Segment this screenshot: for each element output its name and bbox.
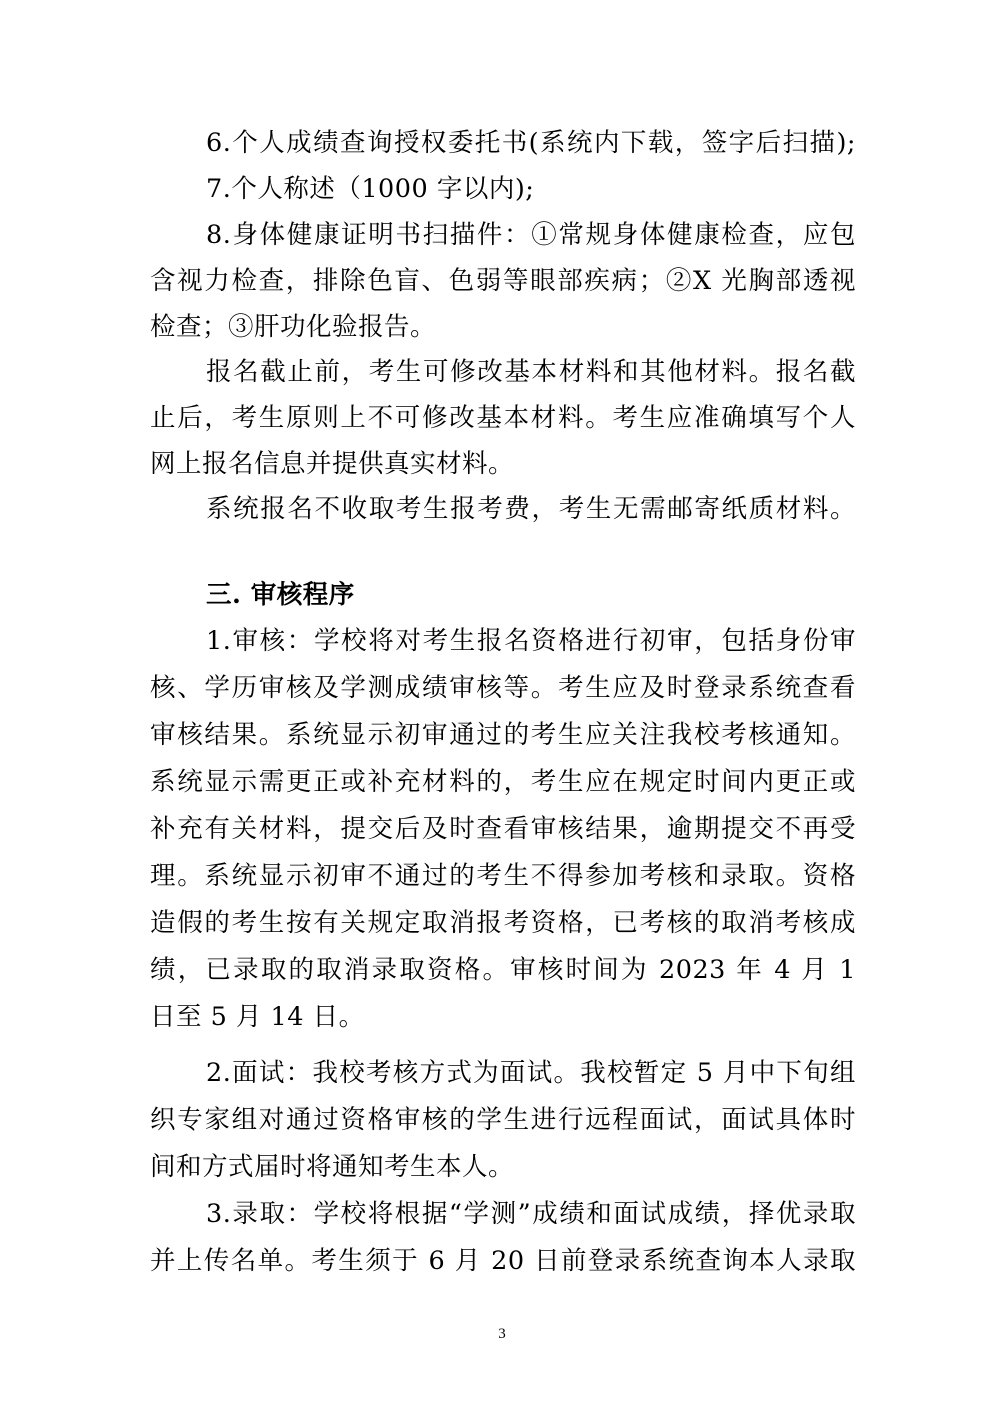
review-line-9: 日至 5 月 14 日。 [150,1002,365,1032]
review-line-6: 理。系统显示初审不通过的考生不得参加考核和录取。资格 [150,861,856,891]
item-8-line-2: 含视力检查，排除色盲、色弱等眼部疾病；②X 光胸部透视 [150,266,856,296]
review-line-2: 核、学历审核及学测成绩审核等。考生应及时登录系统查看 [150,673,856,703]
fee-note-line-1: 系统报名不收取考生报考费，考生无需邮寄纸质材料。 [206,494,856,524]
item-6-line-1: 6.个人成绩查询授权委托书(系统内下载，签字后扫描); [206,128,856,158]
admission-line-2: 并上传名单。考生须于 6 月 20 日前登录系统查询本人录取 [150,1246,856,1276]
deadline-note-line-2: 止后，考生原则上不可修改基本材料。考生应准确填写个人 [150,403,856,433]
review-line-5: 补充有关材料，提交后及时查看审核结果，逾期提交不再受 [150,814,856,844]
review-line-8: 绩，已录取的取消录取资格。审核时间为 2023 年 4 月 1 [150,955,856,985]
item-8-line-3: 检查；③肝功化验报告。 [150,312,437,342]
review-line-1: 1.审核：学校将对考生报名资格进行初审，包括身份审 [206,626,856,656]
review-line-3: 审核结果。系统显示初审通过的考生应关注我校考核通知。 [150,720,856,750]
interview-line-3: 间和方式届时将通知考生本人。 [150,1152,515,1182]
interview-line-2: 织专家组对通过资格审核的学生进行远程面试，面试具体时 [150,1105,856,1135]
item-8-line-1: 8.身体健康证明书扫描件：①常规身体健康检查，应包 [206,220,856,250]
admission-line-1: 3.录取：学校将根据“学测”成绩和面试成绩，择优录取 [206,1199,856,1229]
review-line-4: 系统显示需更正或补充材料的，考生应在规定时间内更正或 [150,767,856,797]
section-3-heading: 三. 审核程序 [206,580,355,610]
page-number: 3 [498,1326,506,1342]
review-line-7: 造假的考生按有关规定取消报考资格，已考核的取消考核成 [150,908,856,938]
interview-line-1: 2.面试：我校考核方式为面试。我校暂定 5 月中下旬组 [206,1058,856,1088]
deadline-note-line-3: 网上报名信息并提供真实材料。 [150,449,515,479]
deadline-note-line-1: 报名截止前，考生可修改基本材料和其他材料。报名截 [206,357,856,387]
item-7-line-1: 7.个人称述（1000 字以内); [206,174,535,204]
